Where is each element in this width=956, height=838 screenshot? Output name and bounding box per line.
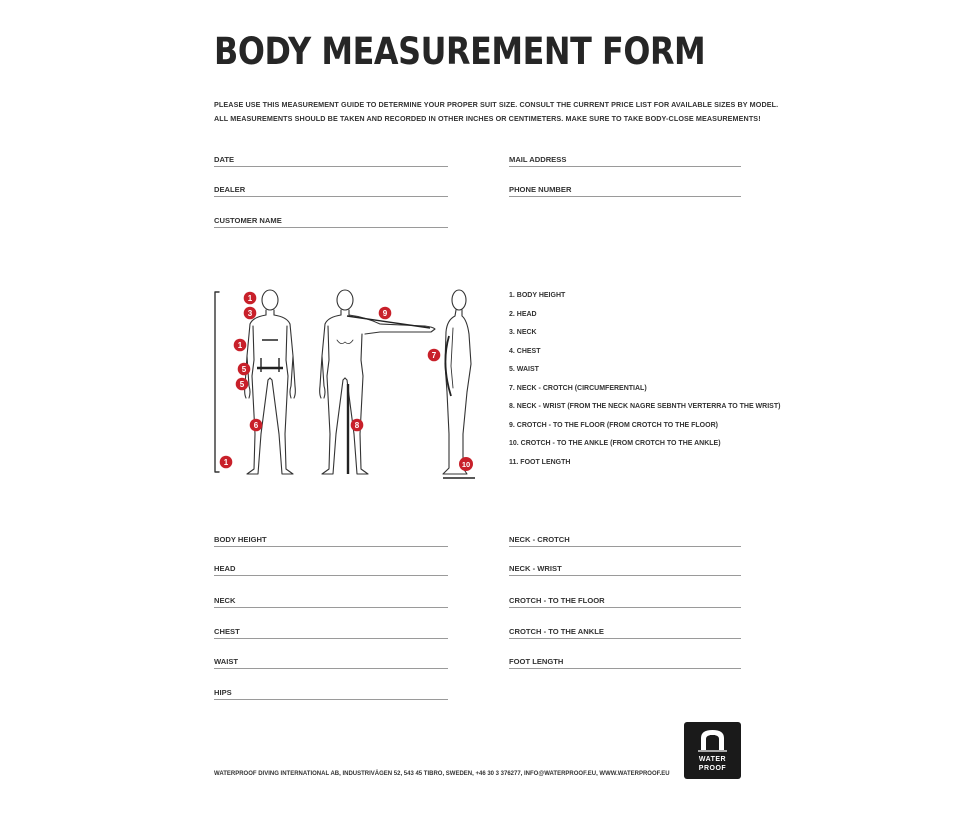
marker-3-neck: 3 [247,309,253,318]
waist-label: WAIST [214,657,239,666]
legend-item: 3. NECK [509,329,537,336]
neck-crotch-label: NECK - CROTCH [509,535,570,544]
marker-5-hips: 5 [239,380,245,389]
legend-item: 8. NECK - WRIST (FROM THE NECK NAGRE SEBNTH VERTERRA TO THE WRIST) [509,403,781,410]
phone-number-field[interactable] [509,182,741,197]
crotch-floor-field[interactable] [509,593,741,608]
customer-name-field[interactable] [214,213,448,228]
neck-crotch-field[interactable] [509,532,741,547]
neck-wrist-label: NECK - WRIST [509,564,562,573]
crotch-ankle-field[interactable] [509,624,741,639]
intro-line-2: ALL MEASUREMENTS SHOULD BE TAKEN AND RECORDED IN OTHER INCHES OR CENTIMETERS. MAKE SURE TO TAKE BODY-CLOSE MEASUREMENTS! [214,114,761,123]
legend-item: 9. CROTCH - TO THE FLOOR (FROM CROTCH TO THE FLOOR) [509,421,718,429]
legend-item: 10. CROTCH - TO THE ANKLE (FROM CROTCH TO THE ANKLE) [509,440,721,447]
marker-6-leg: 6 [253,421,259,430]
marker-8-crotch: 8 [354,421,360,430]
date-label: DATE [214,155,235,164]
neck-field[interactable] [214,593,448,608]
neck-label: NECK [214,596,236,605]
marker-10-foot: 10 [461,460,471,469]
logo-line-1: WATER [698,756,727,763]
body-height-field[interactable] [214,532,448,547]
crotch-floor-label: CROTCH - TO THE FLOOR [509,596,605,605]
legend-item: 1. BODY HEIGHT [509,292,566,299]
logo-line-2: PROOF [698,765,727,772]
foot-length-label: FOOT LENGTH [509,657,564,666]
mail-address-label: MAIL ADDRESS [509,155,567,164]
legend-item: 11. FOOT LENGTH [509,458,571,466]
marker-9-arm: 9 [382,309,388,318]
marker-1-height: 1 [223,458,229,467]
foot-length-field[interactable] [509,654,741,669]
page-title: BODY MEASUREMENT FORM [214,30,706,73]
legend-item: 5. WAIST [509,366,539,373]
head-field[interactable] [214,561,448,576]
crotch-ankle-label: CROTCH - TO THE ANKLE [509,627,604,636]
marker-1-chest: 1 [237,341,243,350]
neck-wrist-field[interactable] [509,561,741,576]
hips-field[interactable] [214,685,448,700]
measurement-legend [509,292,780,477]
marker-7-back: 7 [431,351,437,360]
customer-name-label: CUSTOMER NAME [214,216,282,225]
intro-line-1: PLEASE USE THIS MEASUREMENT GUIDE TO DETERMINE YOUR PROPER SUIT SIZE. CONSULT THE CURRENT PRICE LIST FOR AVAILABLE SIZES BY MODEL. [214,100,779,109]
waterproof-logo [684,722,741,779]
hips-label: HIPS [214,688,232,697]
marker-5-waist: 5 [241,365,247,374]
waist-field[interactable] [214,654,448,669]
legend-item: 4. CHEST [509,347,541,355]
date-field[interactable] [214,152,448,167]
mail-address-field[interactable] [509,152,741,167]
back-figure [320,290,435,474]
legend-item: 2. HEAD [509,310,537,318]
head-label: HEAD [214,564,236,573]
phone-number-label: PHONE NUMBER [509,185,572,194]
body-height-label: BODY HEIGHT [214,535,267,544]
chest-label: CHEST [214,627,240,636]
body-diagram [205,284,490,484]
dealer-field[interactable] [214,182,448,197]
measurement-markers [220,292,473,471]
marker-1-head: 1 [247,294,253,303]
chest-field[interactable] [214,624,448,639]
legend-item: 7. NECK - CROTCH (CIRCUMFERENTIAL) [509,384,647,392]
company-address-footer: WATERPROOF DIVING INTERNATIONAL AB, INDUSTRIVÄGEN 52, 543 45 TIBRO, SWEDEN, +46 30 3 376277, INFO@WATERPROOF.EU, WWW.WATERPROOF.EU [214,771,670,777]
waterproof-logo-icon [684,722,741,756]
dealer-label: DEALER [214,185,246,194]
intro-text [214,98,779,126]
